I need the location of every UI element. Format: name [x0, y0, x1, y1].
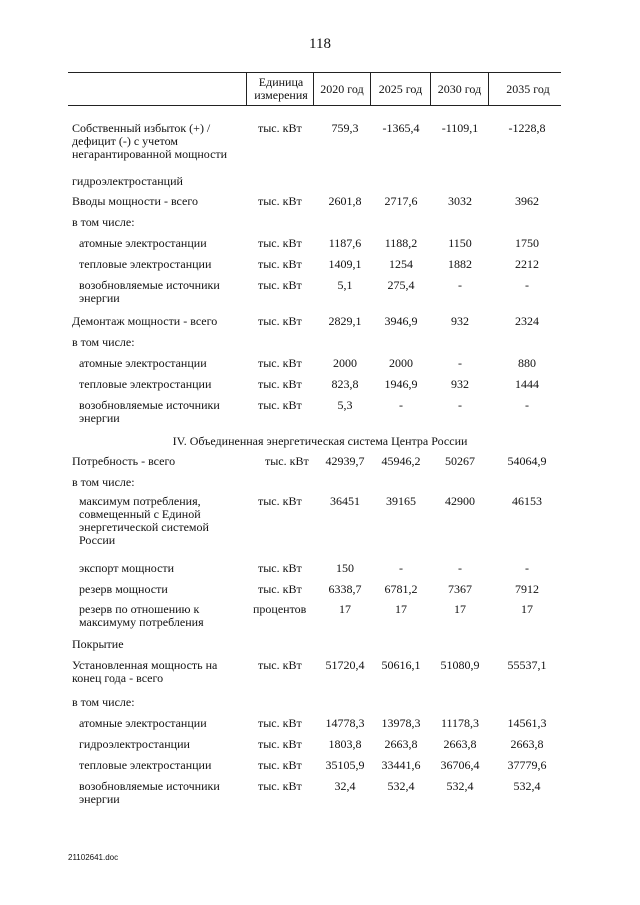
value-2025: 50616,1 — [381, 658, 421, 672]
value-2025: 1188,2 — [384, 236, 418, 250]
value-2020: 6338,7 — [328, 582, 362, 596]
value-2020: 823,8 — [331, 377, 359, 391]
value-2025: 2000 — [389, 356, 413, 370]
row-label: тепловые электростанции — [79, 758, 212, 772]
row-label: Установленная мощность на конец года - всего — [72, 658, 218, 685]
value-2025: 2663,8 — [384, 737, 418, 751]
value-2035: 532,4 — [513, 779, 541, 793]
row-label: возобновляемые источники энергии — [79, 398, 220, 425]
value-2020: 759,3 — [331, 121, 359, 135]
value-2030: - — [458, 356, 462, 370]
value-2030: 532,4 — [446, 779, 474, 793]
row-unit: тыс. кВт — [258, 398, 302, 412]
value-2025: 2717,6 — [384, 194, 418, 208]
value-2020: 2829,1 — [328, 314, 362, 328]
value-2020: 32,4 — [334, 779, 356, 793]
table-header — [68, 72, 561, 106]
value-2030: 932 — [451, 377, 469, 391]
value-2025: - — [399, 561, 403, 575]
row-unit: тыс. кВт — [258, 582, 302, 596]
value-2030: 3032 — [448, 194, 472, 208]
row-label: Собственный избыток (+) / дефицит (-) с учетом негарантированной мощности — [72, 121, 228, 161]
value-2030: 1882 — [448, 257, 472, 271]
value-2035: 14561,3 — [507, 716, 547, 730]
value-2025: - — [399, 398, 403, 412]
row-label: экспорт мощности — [79, 561, 175, 575]
value-2020: 36451 — [330, 494, 360, 508]
value-2025: 17 — [395, 602, 407, 616]
value-2030: - — [458, 561, 462, 575]
value-2030: - — [458, 398, 462, 412]
header-2020: 2020 год — [320, 82, 364, 96]
row-unit: тыс. кВт — [258, 257, 302, 271]
row-label: в том числе: — [72, 695, 135, 709]
value-2030: 11178,3 — [440, 716, 480, 730]
value-2025: 6781,2 — [384, 582, 418, 596]
row-label: тепловые электростанции — [79, 257, 212, 271]
row-label: возобновляемые источники энергии — [79, 278, 220, 305]
row-unit: тыс. кВт — [258, 278, 302, 292]
value-2035: 2324 — [515, 314, 539, 328]
row-label: атомные электростанции — [79, 356, 207, 370]
value-2025: 3946,9 — [384, 314, 418, 328]
value-2030: - — [458, 278, 462, 292]
value-2035: 2212 — [515, 257, 539, 271]
header-2030: 2030 год — [437, 82, 482, 96]
value-2030: 17 — [454, 602, 466, 616]
header-2025: 2025 год — [378, 82, 423, 96]
value-2035: - — [525, 561, 529, 575]
value-2025: 275,4 — [387, 278, 415, 292]
value-2035: 46153 — [512, 494, 542, 508]
row-unit: тыс. кВт — [258, 737, 302, 751]
value-2025: 33441,6 — [381, 758, 421, 772]
row-unit: тыс. кВт — [258, 356, 302, 370]
value-2020: 150 — [336, 561, 354, 575]
page-number: 118 — [309, 36, 331, 52]
row-label: резерв мощности — [79, 582, 168, 596]
value-2035: - — [525, 398, 529, 412]
value-2035: 54064,9 — [507, 454, 547, 468]
row-label: Покрытие — [72, 637, 124, 651]
row-label: атомные электростанции — [79, 716, 207, 730]
row-unit: тыс. кВт — [258, 121, 302, 135]
value-2035: 1444 — [515, 377, 539, 391]
value-2020: 35105,9 — [325, 758, 365, 772]
value-2035: - — [525, 278, 529, 292]
row-unit: тыс. кВт — [258, 314, 302, 328]
row-unit: процентов — [253, 602, 307, 616]
row-label: гидроэлектростанции — [79, 737, 190, 751]
row-unit: тыс. кВт — [258, 194, 302, 208]
row-label: Вводы мощности - всего — [72, 194, 198, 208]
value-2030: -1109,1 — [441, 121, 479, 135]
value-2020: 42939,7 — [325, 454, 365, 468]
value-2020: 2000 — [333, 356, 357, 370]
value-2020: 51720,4 — [325, 658, 365, 672]
value-2030: 50267 — [445, 454, 475, 468]
value-2035: 55537,1 — [507, 658, 547, 672]
row-unit: тыс. кВт — [258, 561, 302, 575]
row-unit: тыс. кВт — [258, 658, 302, 672]
value-2035: 1750 — [515, 236, 539, 250]
row-unit: тыс. кВт — [258, 377, 302, 391]
value-2030: 51080,9 — [440, 658, 480, 672]
value-2025: -1365,4 — [382, 121, 420, 135]
value-2035: 880 — [518, 356, 536, 370]
row-label: в том числе: — [72, 335, 135, 349]
row-unit: тыс. кВт — [265, 454, 309, 468]
row-label: в том числе: — [72, 475, 135, 489]
value-2025: 39165 — [386, 494, 416, 508]
header-divider — [246, 72, 247, 106]
row-label: резерв по отношению к максимуму потребления — [79, 602, 204, 629]
document-code: 21102641.doc — [68, 853, 119, 862]
value-2025: 1946,9 — [384, 377, 418, 391]
value-2035: 3962 — [515, 194, 539, 208]
value-2030: 1150 — [448, 236, 472, 250]
value-2025: 1254 — [389, 257, 413, 271]
row-label: тепловые электростанции — [79, 377, 212, 391]
value-2035: -1228,8 — [508, 121, 546, 135]
row-label: Потребность - всего — [72, 454, 176, 468]
value-2020: 1187,6 — [328, 236, 362, 250]
value-2030: 7367 — [448, 582, 472, 596]
value-2035: 2663,8 — [510, 737, 544, 751]
value-2020: 14778,3 — [325, 716, 365, 730]
header-2035: 2035 год — [506, 82, 550, 96]
header-unit: Единица измерения — [254, 75, 308, 102]
value-2025: 13978,3 — [381, 716, 421, 730]
row-unit: тыс. кВт — [258, 716, 302, 730]
value-2030: 36706,4 — [440, 758, 480, 772]
row-label: максимум потребления, совмещенный с Единой энергетической системой России — [79, 494, 209, 547]
header-divider — [488, 72, 489, 106]
value-2025: 45946,2 — [381, 454, 421, 468]
value-2020: 5,1 — [337, 278, 353, 292]
row-label: в том числе: — [72, 215, 135, 229]
row-label: возобновляемые источники энергии — [79, 779, 220, 806]
value-2020: 5,3 — [337, 398, 353, 412]
value-2020: 1409,1 — [328, 257, 362, 271]
value-2035: 37779,6 — [507, 758, 547, 772]
value-2030: 42900 — [445, 494, 475, 508]
value-2030: 2663,8 — [443, 737, 477, 751]
row-unit: тыс. кВт — [258, 494, 302, 508]
row-label: атомные электростанции — [79, 236, 207, 250]
value-2020: 2601,8 — [328, 194, 362, 208]
row-unit: тыс. кВт — [258, 236, 302, 250]
section-title: IV. Объединенная энергетическая система Центра России — [172, 434, 468, 448]
row-unit: тыс. кВт — [258, 779, 302, 793]
row-label: Демонтаж мощности - всего — [72, 314, 218, 328]
value-2025: 532,4 — [387, 779, 415, 793]
value-2020: 1803,8 — [328, 737, 362, 751]
row-label: гидроэлектростанций — [72, 174, 183, 188]
value-2020: 17 — [339, 602, 351, 616]
value-2035: 17 — [521, 602, 533, 616]
row-unit: тыс. кВт — [258, 758, 302, 772]
value-2030: 932 — [451, 314, 469, 328]
value-2035: 7912 — [515, 582, 539, 596]
